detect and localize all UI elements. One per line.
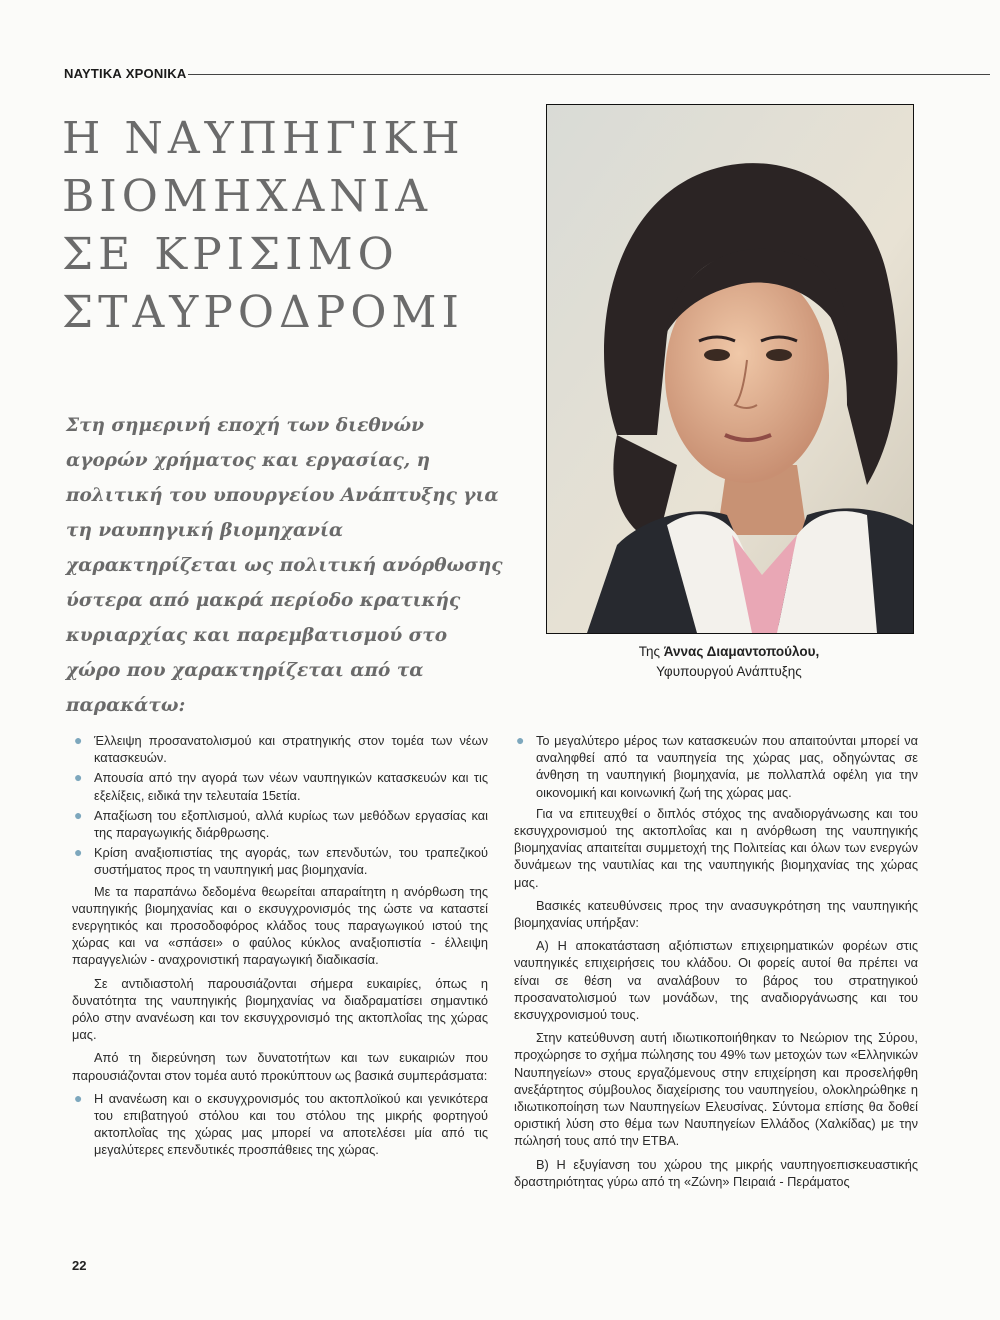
bullet-icon: ●: [74, 732, 83, 748]
caption-role: Υφυπουργού Ανάπτυξης: [656, 664, 802, 679]
list-item: ● Απαξίωση του εξοπλισμού, αλλά κυρίως των μεθόδων εργασίας και της παραγωγικής διάρθρωσης.: [74, 806, 488, 841]
bullet-list: [72, 732, 488, 879]
bullet-icon: ●: [74, 844, 83, 861]
list-item: ● Η ανανέωση και ο εκσυγχρονισμός του ακτοπλοϊκού και γενικότερα του επιβατηγού στόλου και του στόλου της μικρής φορτηγού ακτοπλοΐας της χώρας μας μπορεί να αποτελέσει μία από τις μεγαλύτερες επενδυτικές προσπάθειες της χώρας.: [74, 1089, 488, 1158]
paragraph: Βασικές κατευθύνσεις προς την ανασυγκρότηση της ναυπηγικής βιομηχανίας υπήρξαν:: [514, 897, 918, 931]
title-line: ΣΕ ΚΡΙΣΙΜΟ: [62, 229, 399, 280]
paragraph: Στην κατεύθυνση αυτή ιδιωτικοποιήθηκαν το Νεώριον της Σύρου, προχώρησε το σχήμα πώλησης του 49% των μετοχών των «Ελληνικών Ναυπηγείων» στους εργαζόμενους στην επιχείρηση και προσελήφθη ανεξάρτητος σύμβουλος διαχείρισης του ναυπηγείου, ολοκληρώθηκε η ιδιωτικοποίηση των Ναυπηγείων Ελευσίνας. Σύντομα επίσης θα δοθεί οριστική λύση στο θέμα των Ναυπηγείων Ελλάδος (Χαλκίδας) με την πώλησή τους από την ΕΤΒΑ.: [514, 1030, 918, 1149]
section-header: ΝΑΥΤΙΚΑ ΧΡΟΝΙΚΑ: [64, 66, 187, 81]
intro-text: Στη σημερινή εποχή των διεθνών αγορών χρήματος και εργασίας, η πολιτική του υπουργείου Ανάπτυξης για τη ναυπηγική βιομηχανία χαρακτηρίζεται ως πολιτική ανόρθωσης ύστερα από μακρά περίοδο κρατικής κυριαρχίας και παρεμβατισμού στο χώρο που χαρακτηρίζεται από τα παρακάτω:: [66, 415, 503, 716]
list-item: ● Έλλειψη προσανατολισμού και στρατηγικής στον τομέα των νέων κατασκευών.: [74, 732, 488, 766]
bullet-icon: ●: [516, 732, 525, 748]
list-item: ● Κρίση αναξιοπιστίας της αγοράς, των επενδυτών, του τραπεζικού συστήματος προς τη ναυπηγική μας βιομηχανία.: [74, 844, 488, 878]
paragraph: Α) Η αποκατάσταση αξιόπιστων επιχειρηματικών φορέων στις ναυπηγικές επιχειρήσεις του κλάδου. Οι φορείς αυτοί θα πρέπει να είναι σε θέση να αναλάβουν το βάρος του στρατηγικού προσανατολισμού των μονάδων, της αναδιοργάνωσης και του εκσυγχρονισμού τους.: [514, 938, 918, 1023]
title-line: ΣΤΑΥΡΟΔΡΟΜΙ: [62, 287, 464, 338]
photo-caption: [546, 642, 912, 682]
left-column: [72, 732, 488, 1163]
author-portrait: [546, 104, 914, 634]
title-line: ΒΙΟΜΗΧΑΝΙΑ: [62, 171, 432, 222]
caption-author: Άννας Διαμαντοπούλου,: [663, 644, 820, 659]
paragraph: Β) Η εξυγίανση του χώρου της μικρής ναυπηγοεπισκευαστικής δραστηριότητας γύρω από τη «Ζώνη» Πειραιά - Περάματος: [514, 1156, 918, 1189]
bullet-icon: ●: [74, 1089, 83, 1106]
paragraph: Από τη διερεύνηση των δυνατοτήτων και των ευκαιριών που παρουσιάζονται στον τομέα αυτό προκύπτουν ως βασικά συμπεράσματα:: [72, 1050, 488, 1083]
title-line: Η ΝΑΥΠΗΓΙΚΗ: [62, 113, 465, 164]
bullet-icon: ●: [74, 806, 83, 823]
right-column: [514, 732, 918, 1196]
bullet-icon: ●: [74, 769, 83, 786]
paragraph: Σε αντιδιαστολή παρουσιάζονται σήμερα ευκαιρίες, όπως η δυνατότητα της ναυπηγικής βιομηχανίας να διαδραματίσει σημαντικό ρόλο στην ανανέωση και τον εκσυγχρονισμό της ακτοπλοΐας της χώρας μας.: [72, 975, 488, 1043]
paragraph: Με τα παραπάνω δεδομένα θεωρείται απαραίτητη η ανόρθωση της ναυπηγικής βιομηχανίας και ο εκσυγχρονισμός της ώστε να καταστεί ενεργητικός και προσοδοφόρος κλάδος τους παραγωγικού ιστού της χώρας και να «σπάσει» ο φαύλος κύκλος αναξιοπιστία - έλλειψη παραγγελιών - αναχρονιστική παραγωγική διαδικασία.: [72, 883, 488, 968]
list-item: ● Το μεγαλύτερο μέρος των κατασκευών που απαιτούνται μπορεί να αναληφθεί από τα ναυπηγεία της χώρας μας, οδηγώντας σε άνθηση τη ναυπηγική βιομηχανία, με πολλαπλά οφέλη για την οικονομική και κοινωνική ζωή της χώρας μας.: [516, 732, 918, 800]
header-rule: [188, 74, 990, 75]
bullet-list: [514, 732, 918, 801]
caption-prefix: Της: [638, 644, 664, 659]
bullet-list: [72, 1090, 488, 1159]
list-item: ● Απουσία από την αγορά των νέων ναυπηγικών κατασκευών και τις εξελίξεις, ειδικά την τελευταία 15ετία.: [74, 769, 488, 803]
paragraph: Για να επιτευχθεί ο διπλός στόχος της αναδιοργάνωσης και του εκσυγχρονισμού της ακτοπλοΐας και η ανόρθωση της ναυπηγικής βιομηχανίας απαιτείται συμμετοχή της Πολιτείας και όλων των ενεργών δυνάμεων της ναυτιλίας και της ναυπηγικής βιομηχανίας της χώρας μας.: [514, 805, 918, 890]
article-title: [62, 110, 492, 342]
page-number: 22: [72, 1258, 87, 1273]
